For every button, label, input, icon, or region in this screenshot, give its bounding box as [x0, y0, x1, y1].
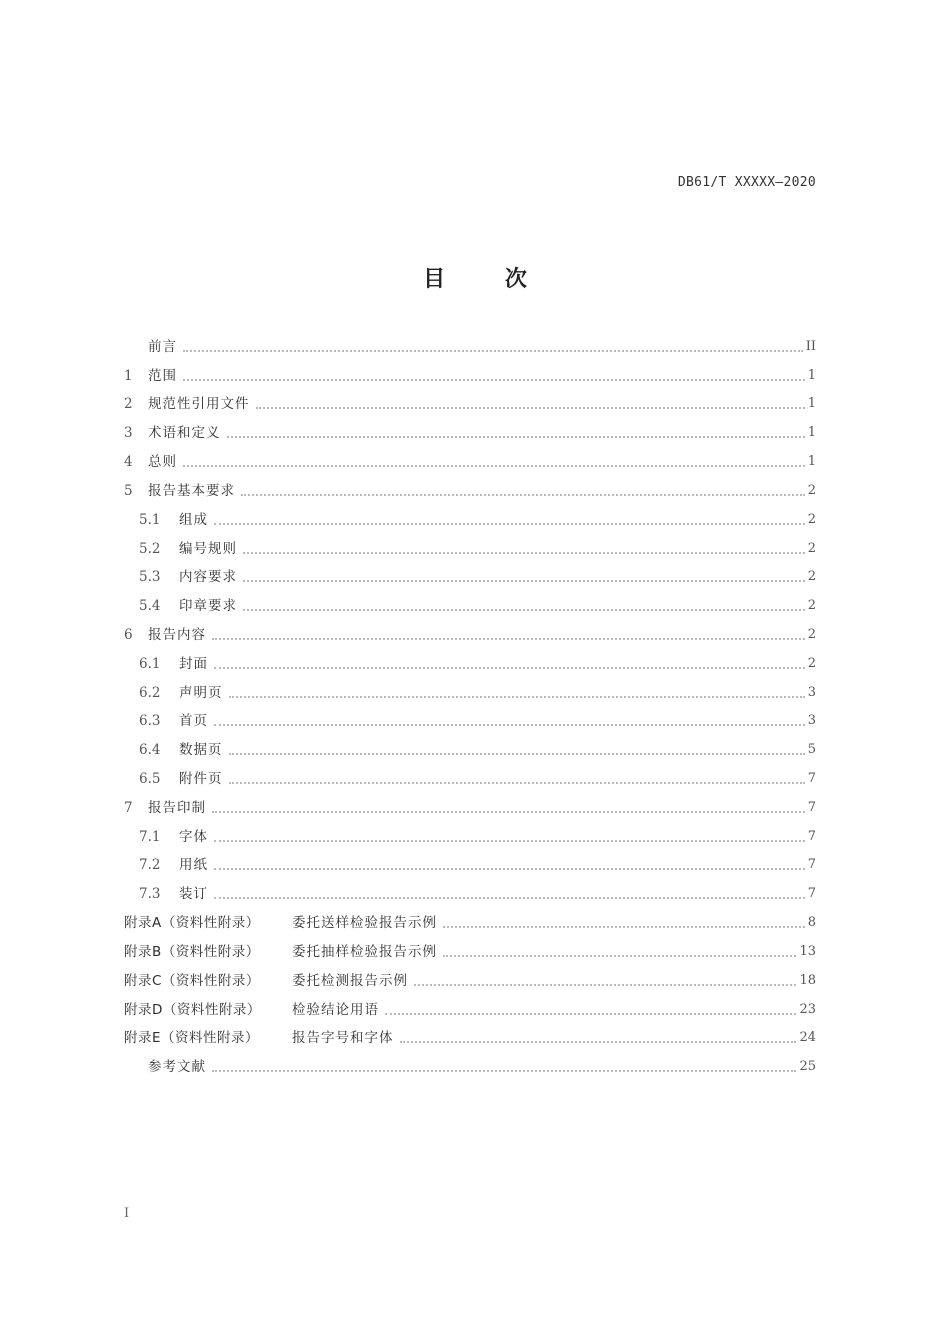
toc-entry-number: 5.3	[139, 569, 161, 586]
toc-entry-label: 内容要求	[179, 569, 237, 586]
toc-entry-label: 首页	[179, 713, 208, 730]
toc-entry-label: 装订	[179, 886, 208, 903]
toc-entry-page: 3	[807, 713, 816, 729]
toc-entry-page: 2	[807, 540, 816, 556]
toc-entry-subtitle: 委托送样检验报告示例	[292, 915, 437, 932]
toc-entry-label: 用纸	[179, 857, 208, 874]
dot-leader	[212, 1070, 796, 1072]
toc-entry-number: 5	[124, 482, 133, 499]
toc-entry[interactable]	[124, 908, 816, 937]
toc-entry-label: 报告基本要求	[148, 482, 235, 499]
toc-entry[interactable]	[124, 591, 816, 620]
toc-entry-page: 2	[807, 598, 816, 614]
toc-entry-number: 5.4	[139, 598, 161, 615]
toc-entry-number: 2	[124, 396, 133, 413]
toc-entry-label: 规范性引用文件	[148, 396, 250, 413]
toc-entry[interactable]	[124, 879, 816, 908]
toc-entry-number: 6.5	[139, 771, 161, 787]
toc-entry-number: 6	[124, 626, 133, 643]
toc-entry-label: 总则	[148, 454, 177, 471]
dot-leader	[443, 926, 805, 928]
dot-leader	[183, 465, 805, 467]
dot-leader	[229, 696, 805, 698]
toc-entry-subtitle: 委托抽样检验报告示例	[292, 943, 437, 960]
toc-entry-number: 7.3	[139, 886, 161, 903]
toc-entry-page: II	[805, 338, 816, 354]
dot-leader	[214, 523, 805, 525]
toc-entry-number: 3	[124, 425, 133, 442]
document-standard-number: DB61/T XXXXX—2020	[677, 175, 816, 190]
toc-entry-label: 组成	[179, 511, 208, 528]
toc-entry-page: 2	[807, 482, 816, 498]
toc-entry[interactable]	[124, 476, 816, 505]
dot-leader	[241, 494, 805, 496]
toc-entry-page: 1	[807, 454, 816, 470]
toc-entry[interactable]	[124, 534, 816, 563]
toc-entry-label: 参考文献	[148, 1059, 206, 1076]
dot-leader	[227, 436, 805, 438]
toc-entry-label: 附录E（资料性附录）	[124, 1030, 260, 1047]
toc-entry-page: 23	[799, 1001, 816, 1017]
toc-entry-label: 编号规则	[179, 540, 237, 557]
page-number: I	[124, 1206, 130, 1221]
toc-entry-page: 5	[807, 742, 816, 758]
toc-entry-page: 8	[807, 915, 816, 931]
dot-leader	[229, 753, 805, 755]
toc-entry[interactable]	[124, 995, 816, 1024]
toc-entry-page: 2	[807, 655, 816, 671]
toc-entry[interactable]	[124, 332, 816, 361]
toc-entry-label: 声明页	[179, 684, 223, 701]
toc-entry-label: 附录C（资料性附录）	[124, 972, 260, 989]
dot-leader	[214, 840, 805, 842]
toc-entry-page: 1	[807, 396, 816, 412]
toc-entry-subtitle: 报告字号和字体	[292, 1030, 394, 1047]
toc-entry-label: 数据页	[179, 742, 223, 759]
toc-entry-label: 前言	[148, 338, 177, 355]
toc-entry-subtitle: 检验结论用语	[292, 1001, 379, 1018]
toc-entry[interactable]	[124, 361, 816, 390]
toc-entry-page: 7	[807, 771, 816, 786]
toc-entry[interactable]	[124, 1024, 816, 1053]
toc-entry-label: 附件页	[179, 771, 223, 787]
dot-leader	[414, 984, 796, 986]
toc-entry[interactable]	[124, 735, 816, 764]
toc-entry[interactable]	[124, 707, 816, 736]
toc-entry-label: 印章要求	[179, 598, 237, 615]
toc-entry[interactable]	[124, 937, 816, 966]
toc-entry[interactable]	[124, 793, 816, 822]
toc-entry-label: 报告印制	[148, 799, 206, 816]
toc-entry-label: 附录D（资料性附录）	[124, 1001, 261, 1018]
toc-entry[interactable]	[124, 563, 816, 592]
toc-entry[interactable]	[124, 505, 816, 534]
toc-entry-number: 6.4	[139, 742, 161, 759]
toc-entry[interactable]	[124, 390, 816, 419]
toc-entry-label: 术语和定义	[148, 425, 221, 442]
toc-entry[interactable]	[124, 447, 816, 476]
toc-entry[interactable]	[124, 966, 816, 995]
toc-entry-page: 1	[807, 425, 816, 441]
page-title: 目 次	[423, 267, 553, 292]
dot-leader	[243, 552, 805, 554]
toc-entry[interactable]	[124, 678, 816, 707]
toc-entry-page: 7	[807, 857, 816, 873]
toc-entry-number: 5.1	[139, 511, 161, 528]
toc-entry-number: 6.1	[139, 655, 161, 672]
toc-entry-page: 25	[799, 1059, 816, 1075]
dot-leader	[229, 782, 805, 784]
toc-entry-label: 范围	[148, 367, 177, 384]
dot-leader	[214, 724, 805, 726]
toc-entry-number: 1	[124, 367, 133, 384]
dot-leader	[243, 580, 805, 582]
toc-entry[interactable]	[124, 418, 816, 447]
toc-entry-number: 6.2	[139, 684, 161, 701]
dot-leader	[443, 955, 796, 957]
toc-entry-page: 1	[807, 367, 816, 383]
toc-entry-label: 报告内容	[148, 626, 206, 643]
toc-entry-number: 5.2	[139, 540, 161, 557]
dot-leader	[214, 897, 805, 899]
toc-entry-subtitle: 委托检测报告示例	[292, 972, 408, 989]
toc-entry-label: 封面	[179, 655, 208, 672]
toc-entry-page: 13	[799, 943, 816, 959]
dot-leader	[183, 379, 805, 381]
dot-leader	[183, 350, 803, 352]
toc-entry-page: 3	[807, 684, 816, 700]
toc-entry-number: 7.2	[139, 857, 161, 874]
toc-entry-number: 6.3	[139, 713, 161, 730]
toc-entry-page: 7	[807, 828, 816, 844]
dot-leader	[214, 667, 805, 669]
dot-leader	[256, 407, 805, 409]
toc-entry-page: 7	[807, 799, 816, 815]
toc-entry-page: 2	[807, 569, 816, 585]
toc-entry-page: 24	[799, 1030, 816, 1046]
toc-entry-page: 2	[807, 511, 816, 527]
dot-leader	[214, 868, 805, 870]
toc-entry-page: 2	[807, 626, 816, 642]
toc-entry[interactable]	[124, 1052, 816, 1081]
toc-entry-label: 附录B（资料性附录）	[124, 943, 260, 960]
toc-entry[interactable]	[124, 822, 816, 851]
toc-entry-page: 7	[807, 886, 816, 902]
dot-leader	[243, 609, 805, 611]
toc-entry-page: 18	[799, 972, 816, 988]
toc-entry[interactable]	[124, 620, 816, 649]
toc-entry[interactable]	[124, 649, 816, 678]
toc-entry-number: 4	[124, 454, 133, 471]
dot-leader	[400, 1041, 797, 1043]
dot-leader	[385, 1013, 796, 1015]
table-of-contents	[124, 332, 816, 1081]
toc-entry-number: 7.1	[139, 828, 161, 845]
toc-entry[interactable]	[124, 851, 816, 880]
dot-leader	[212, 638, 805, 640]
dot-leader	[212, 811, 805, 813]
toc-entry[interactable]	[124, 764, 816, 793]
toc-entry-label: 附录A（资料性附录）	[124, 915, 260, 932]
toc-entry-number: 7	[124, 799, 133, 816]
toc-entry-label: 字体	[179, 828, 208, 845]
